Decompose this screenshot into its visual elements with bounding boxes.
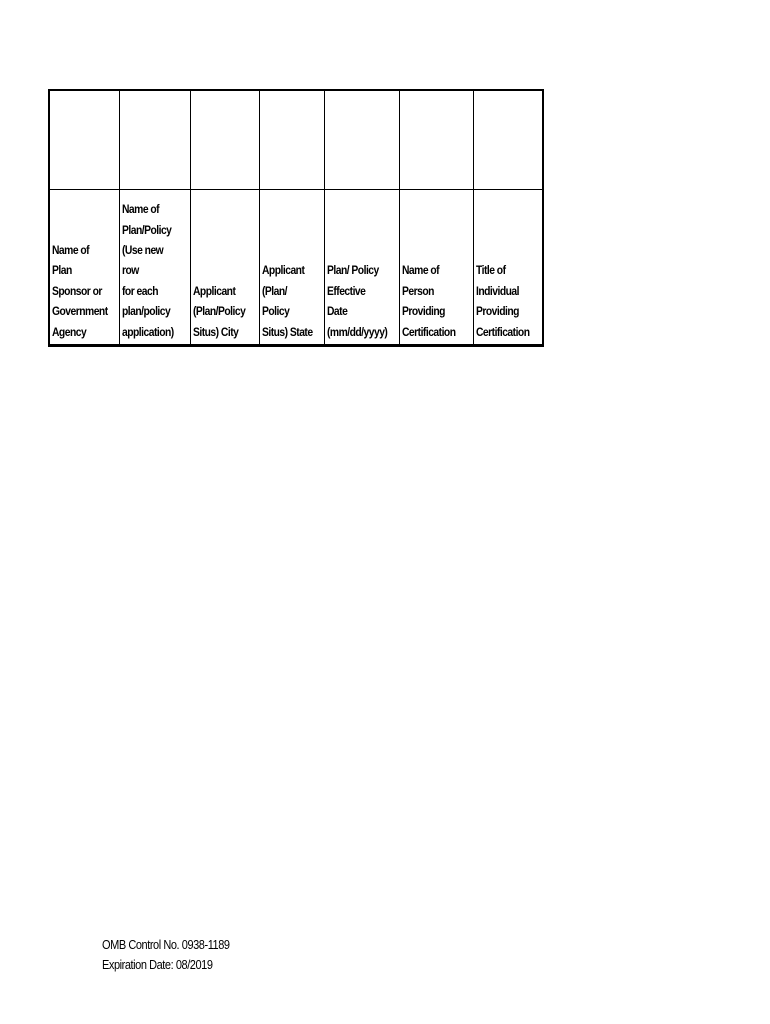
blank-cell[interactable] — [259, 90, 324, 190]
header-plan-policy-name — [119, 190, 190, 346]
header-label: Name of Person Providing Certification — [401, 263, 456, 339]
header-situs-state — [259, 190, 324, 346]
header-effective-date — [324, 190, 399, 346]
certification-table — [48, 89, 544, 347]
header-label: Applicant (Plan/ Policy Situs) State — [261, 263, 313, 339]
omb-control-number: OMB Control No. 0938-1189 — [102, 938, 230, 952]
blank-row — [49, 90, 543, 190]
header-label: Name of Plan/Policy (Use new row for each plan/policy application) — [121, 202, 174, 339]
header-label: Title of Individual Providing Certification — [475, 263, 530, 339]
omb-footer — [102, 936, 247, 975]
header-row — [49, 190, 543, 346]
blank-cell[interactable] — [473, 90, 543, 190]
header-plan-sponsor — [49, 190, 119, 346]
header-individual-title — [473, 190, 543, 346]
header-label: Plan/ Policy Effective Date (mm/dd/yyyy) — [326, 263, 388, 339]
header-label: Name of Plan Sponsor or Government Agency — [52, 242, 108, 339]
blank-cell[interactable] — [324, 90, 399, 190]
header-situs-city — [190, 190, 259, 346]
blank-cell[interactable] — [399, 90, 473, 190]
header-person-name — [399, 190, 473, 346]
blank-cell[interactable] — [49, 90, 119, 190]
header-label: Applicant (Plan/Policy Situs) City — [192, 283, 245, 339]
blank-cell[interactable] — [119, 90, 190, 190]
blank-cell[interactable] — [190, 90, 259, 190]
expiration-date: Expiration Date: 08/2019 — [102, 957, 213, 972]
